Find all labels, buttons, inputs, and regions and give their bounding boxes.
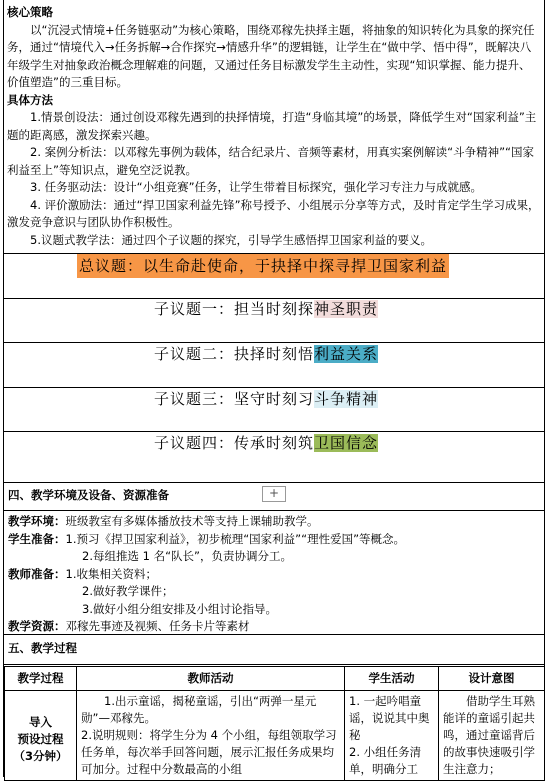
- resource-line: 教学资源：邓稼先事迹及视频、任务卡片等素材: [8, 619, 250, 633]
- col-header-student: 学生活动: [345, 667, 439, 691]
- env-line: 教学环境：班级教室有多媒体播放技术等支持上课辅助教学。: [8, 514, 319, 528]
- cell-stage: 导入 预设过程 （3分钟）: [5, 691, 77, 781]
- main-topic-row: [4, 254, 544, 298]
- col-header-teacher: 教师活动: [77, 667, 345, 691]
- core-strategy-heading: 核心策略: [7, 5, 53, 19]
- divider: [4, 510, 544, 511]
- core-strategy-text: 以“沉浸式情境+任务链驱动”为核心策略，围绕邓稼先抉择主题，将抽象的知识转化为具象的探究任务，通过“情境代入→任务拆解→合作探究→情感升华”的逻辑链，让学生在“做中学、悟中得”，既解决八年级学生对抽象政治概念理解难的问题，又通过任务目标激发学生主动性，实现“知识掌握、能力提升、价值塑造”的三重目标。: [7, 22, 535, 89]
- method-item-5: 5.议题式教学法：通过四个子议题的探究，引导学生感悟捍卫国家利益的要义。: [30, 232, 432, 247]
- table-row: [5, 691, 545, 781]
- document-page: [3, 0, 545, 777]
- sub-topic-row-2: [4, 343, 544, 387]
- cell-teacher: 1.出示童谣，揭秘童谣，引出“两弹一星元勋”—邓稼先。 2.说明规则：将学生分为 4 个小组，每组领取学习任务单，每次举手回答问题，展示汇报任务成果均可加分。过程中分数最高的小组: [77, 691, 345, 781]
- sub-topic-2: 子议题二：抉择时刻悟利益关系: [154, 345, 379, 363]
- col-header-stage: 教学过程: [5, 667, 77, 691]
- add-row-button[interactable]: +: [262, 486, 286, 502]
- main-topic: 总议题：以生命赴使命，于抉择中探寻捍卫国家利益: [77, 254, 449, 278]
- divider: [4, 482, 544, 483]
- sub-topic-row-1: [4, 299, 544, 343]
- divider: [4, 664, 544, 665]
- section5-header: [4, 640, 544, 662]
- method-item-4: 4. 评价激励法：通过“捍卫国家利益先锋”称号授予、小组展示分享等方式，及时肯定学生学习成果，激发竞争意识与团队协作积极性。: [7, 197, 540, 229]
- method-item-3: 3. 任务驱动法：设计“小组竞赛”任务，让学生带着目标探究，强化学习专注力与成就感。: [30, 180, 483, 194]
- teacher-prep-3: 3.做好小组分组安排及小组讨论指导。: [82, 601, 277, 616]
- cell-student: 1. 一起吟唱童谣，说说其中奥秘 2. 小组任务清单，明确分工: [345, 691, 439, 781]
- student-prep-1: 学生准备：1.预习《捍卫国家利益》，初步梳理“国家利益”“理性爱国”等概念。: [8, 531, 406, 546]
- strategy-section: [4, 4, 544, 249]
- sub-topic-row-3: [4, 388, 544, 432]
- student-prep-2: 2.每组推选 1 名“队长”，负责协调分工。: [82, 549, 293, 563]
- method-item-2: 2. 案例分析法：以邓稼先事例为载体，结合纪录片、音频等素材，用真实案例解读“斗争精神”“国家利益至上”等知识点，避免空泛说教。: [7, 145, 534, 177]
- method-item-1: 1.情景创设法：通过创设邓稼先遇到的抉择情境，打造“身临其境”的场景，降低学生对“国家利益”主题的距离感，激发探索兴趣。: [7, 110, 537, 142]
- sub-topic-row-4: [4, 432, 544, 476]
- methods-heading: 具体方法: [7, 92, 53, 107]
- col-header-intent: 设计意图: [439, 667, 545, 691]
- process-table: [4, 666, 545, 781]
- teacher-prep-2: 2.做好教学课件；: [82, 584, 174, 598]
- sub-topic-1: 子议题一：担当时刻探神圣职责: [154, 300, 379, 318]
- cell-intent: 借助学生耳熟能详的童谣引起共鸣，通过童谣背后的故事快速吸引学生注意力；: [439, 691, 545, 781]
- teacher-prep-1: 教师准备：1.收集相关资料；: [8, 566, 157, 581]
- sub-topic-4: 子议题四：传承时刻筑卫国信念: [154, 434, 379, 452]
- section4-heading: 四、教学环境及设备、资源准备: [8, 488, 169, 502]
- table-header-row: [5, 667, 545, 691]
- section4-body: [4, 513, 544, 636]
- sub-topic-3: 子议题三：坚守时刻习斗争精神: [154, 390, 379, 408]
- divider: [4, 634, 544, 635]
- section5-heading: 五、教学过程: [8, 641, 77, 655]
